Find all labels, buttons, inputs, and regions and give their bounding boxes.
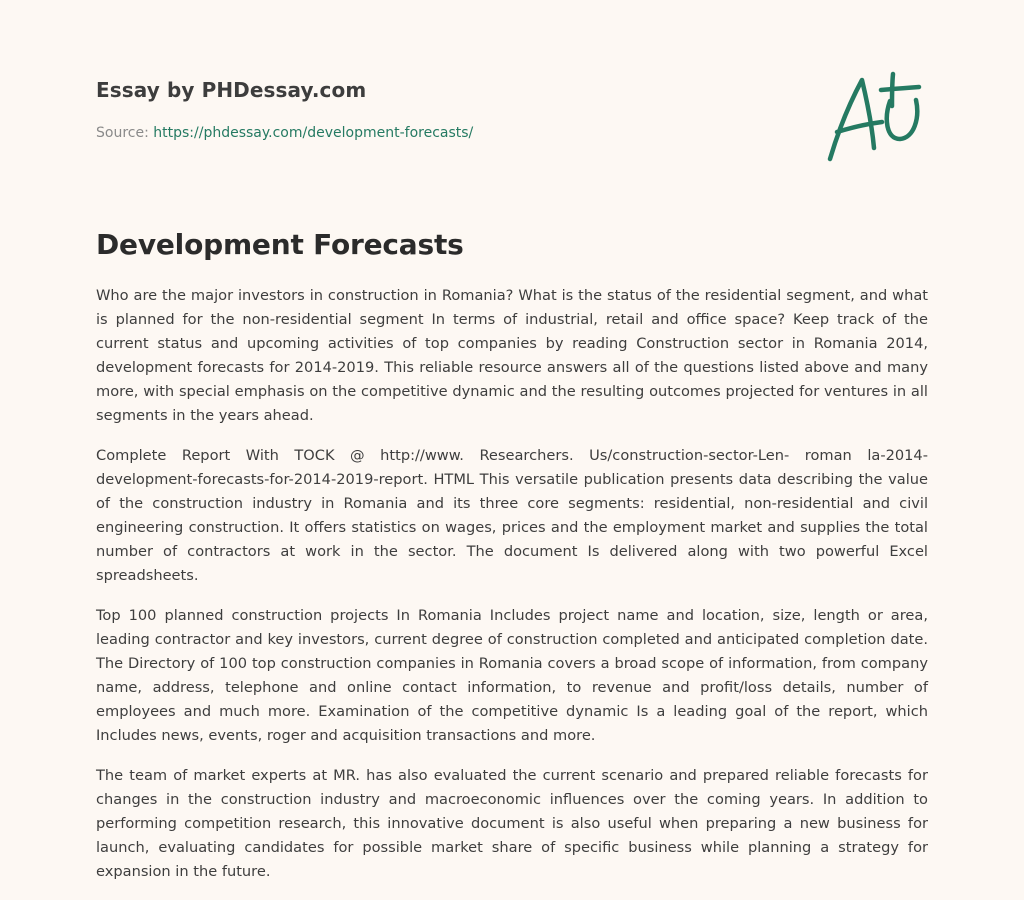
essay-title: Development Forecasts — [96, 228, 464, 261]
site-brand: Essay by PHDessay.com — [96, 78, 367, 102]
a-plus-grade-icon — [822, 66, 928, 166]
source-label: Source: — [96, 125, 154, 141]
paragraph: The team of market experts at MR. has also evaluated the current scenario and prepared reliable forecasts for changes in the construction industry and macroeconomic influences over the coming years. In addition to performing competition research, this innovative document is also useful when preparing a new business for launch, evaluating candidates for possible market share of specific business while planning a strategy for expansion in the future. — [96, 767, 928, 880]
source-line — [96, 123, 928, 143]
source-link[interactable]: https://phdessay.com/development-forecasts/ — [153, 125, 474, 141]
paragraph: Who are the major investors in construction in Romania? What is the status of the residential segment, and what is planned for the non-residential segment In terms of industrial, retail and office space? Keep track of the current status and upcoming activities of top companies by reading Construction sector in Romania 2014, development forecasts for 2014-2019. This reliable resource answers all of the questions listed above and many more, with special emphasis on the competitive dynamic and the resulting outcomes projected for ventures in all segments in the years ahead. — [96, 287, 928, 424]
essay-header — [96, 76, 928, 143]
essay-body — [96, 284, 928, 900]
paragraph: Top 100 planned construction projects In Romania Includes project name and location, size, length or area, leading contractor and key investors, current degree of construction completed and anticipated completion date. The Directory of 100 top construction companies in Romania covers a broad scope of information, from company name, address, telephone and online contact information, to revenue and profit/loss details, number of employees and much more. Examination of the competitive dynamic Is a leading goal of the report, which Includes news, events, roger and acquisition transactions and more. — [96, 607, 928, 744]
paragraph: Complete Report With TOCK @ http://www. Researchers. Us/construction-sector-Len- roman la-2014-development-forecasts-for-2014-2019-report. HTML This versatile publication presents data describing the value of the construction industry in Romania and its three core segments: residential, non-residential and civil engineering construction. It offers statistics on wages, prices and the employment market and supplies the total number of contractors at work in the sector. The document Is delivered along with two powerful Excel spreadsheets. — [96, 447, 928, 584]
